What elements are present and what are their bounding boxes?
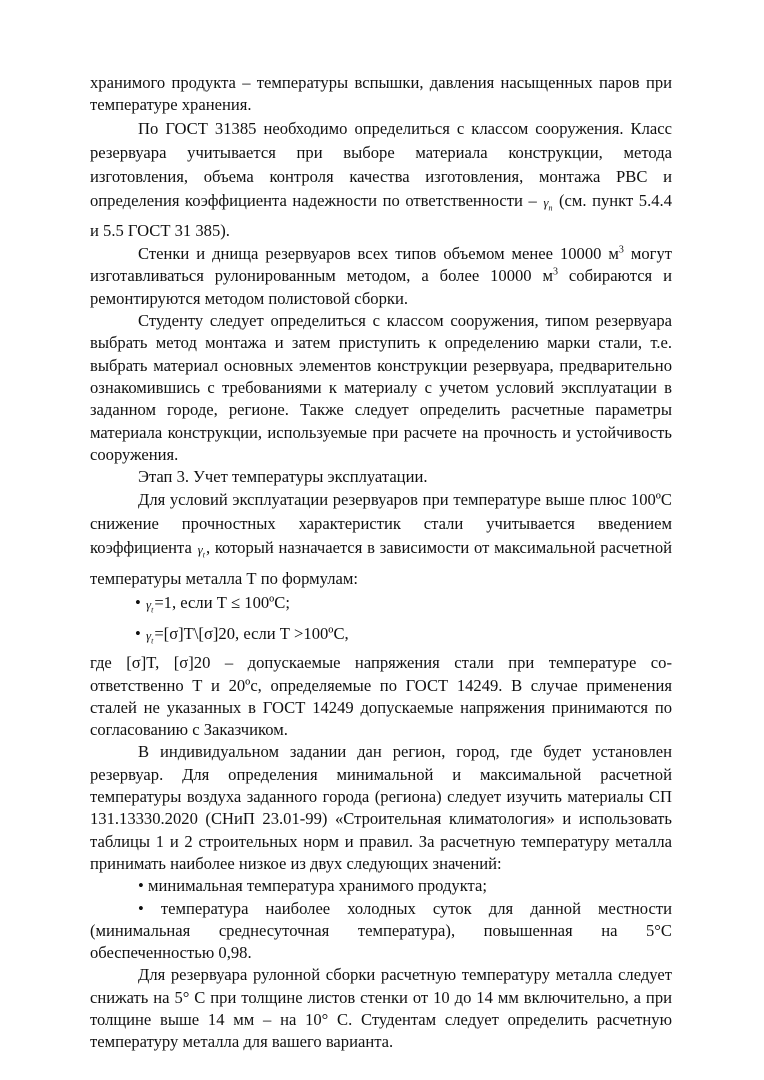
paragraph-gost-class-text: По ГОСТ 31385 необходимо определиться с классом сооружения. Класс резервуара учитывается при выборе материала конструкции, метода изготовления, объема контроля качества изготовления, монтажа РВС и определения коэффициента надежности по ответственности –: [90, 118, 672, 210]
gamma-t-symbol: $\gamma_t$: [197, 542, 205, 561]
paragraph-walls: Стенки и днища резервуаров всех типов объемом менее 10000 $м^3$ могут изготавливаться рулонированным методом, а более 10000 $м^3$ собираются и ремонтируются методом полистовой сборки.: [90, 244, 672, 308]
gamma-n-symbol: $\gamma_n$: [543, 194, 553, 213]
formula-item-1: • $\gamma_t=1$, если Т ≤ 100ºС;: [135, 593, 290, 615]
paragraph-student-task: Студенту следует определиться с классом сооружения, типом резервуара выбрать метод монтажа и затем приступить к определению марки стали, т.е. выбрать материал основных элементов конструкции резервуара, предварительно ознакомившись с требованиями к материалу с учетом условий эксплуатации в заданном городе, регионе. Также следует определить расчетные параметры материала конструкции, используемые при расчете на прочность и устойчивость сооружения.: [90, 311, 672, 464]
list-item-product-temp: • минимальная температура хранимого продукта;: [138, 876, 487, 896]
document-page: [90, 72, 672, 1054]
paragraph-temperature: Для условий эксплуатации резервуаров при температуре выше плюс 100ºС снижение прочностных характеристик стали учитывается введением коэффициента $\gamma_t$, который назначается в зависимости от максимальной расчетной температуры металла Т по формулам:: [90, 490, 672, 589]
paragraph-roll-assembly: Для резервуара рулонной сборки расчетную температуру металла следует снижать на 5° С при толщине листов стенки от 10 до 14 мм включительно, а при толщине выше 14 мм – на 10° С. Студентам следует определить расчетную температуру металла для вашего варианта.: [90, 965, 672, 1052]
gamma-t-symbol: $\gamma_t$: [145, 627, 154, 646]
paragraph-gost-class: [90, 117, 672, 244]
bullet-icon: •: [135, 593, 141, 613]
gamma-t-symbol: $\gamma_t$: [145, 597, 154, 615]
paragraph-stress: где [σ]T, [σ]20 – допускаемые напряжения стали при температуре со-ответственно Т и 20ºс, определяемые по ГОСТ 14249. В случае применения сталей не указанных в ГОСТ 14249 допускаемые напряжения принимаются по согласованию с Заказчиком.: [90, 653, 672, 740]
stage-heading: Этап 3. Учет температуры эксплуатации.: [138, 467, 428, 487]
list-item-cold-days: • температура наиболее холодных суток для данной местности (минимальная среднесуточная температура), повышенная на 5°С обеспеченностью 0,98.: [90, 898, 672, 963]
paragraph-gost-class-tail: (см. пункт 5.4.4 и 5.5 ГОСТ 31 385).: [90, 190, 672, 241]
paragraph-continuation: хранимого продукта – температуры вспышки, давления насыщенных паров при температуре хранения.: [90, 73, 672, 115]
bullet-icon: •: [135, 623, 141, 643]
formula-item-2: • $\gamma_t=[\sigma]T\backslash[\sigma]20$, если Т >100ºС,: [135, 623, 349, 646]
paragraph-region: В индивидуальном задании дан регион, город, где будет установлен резервуар. Для определения минимальной и максимальной расчетной температуры воздуха заданного города (региона) следует изучить материалы СП 131.13330.2020 (СНиП 23.01-99) «Строительная климатология» и использовать таблицы 1 и 2 строительных норм и правил. За расчетную температуру металла принимать наиболее низкое из двух следующих значений:: [90, 742, 672, 873]
